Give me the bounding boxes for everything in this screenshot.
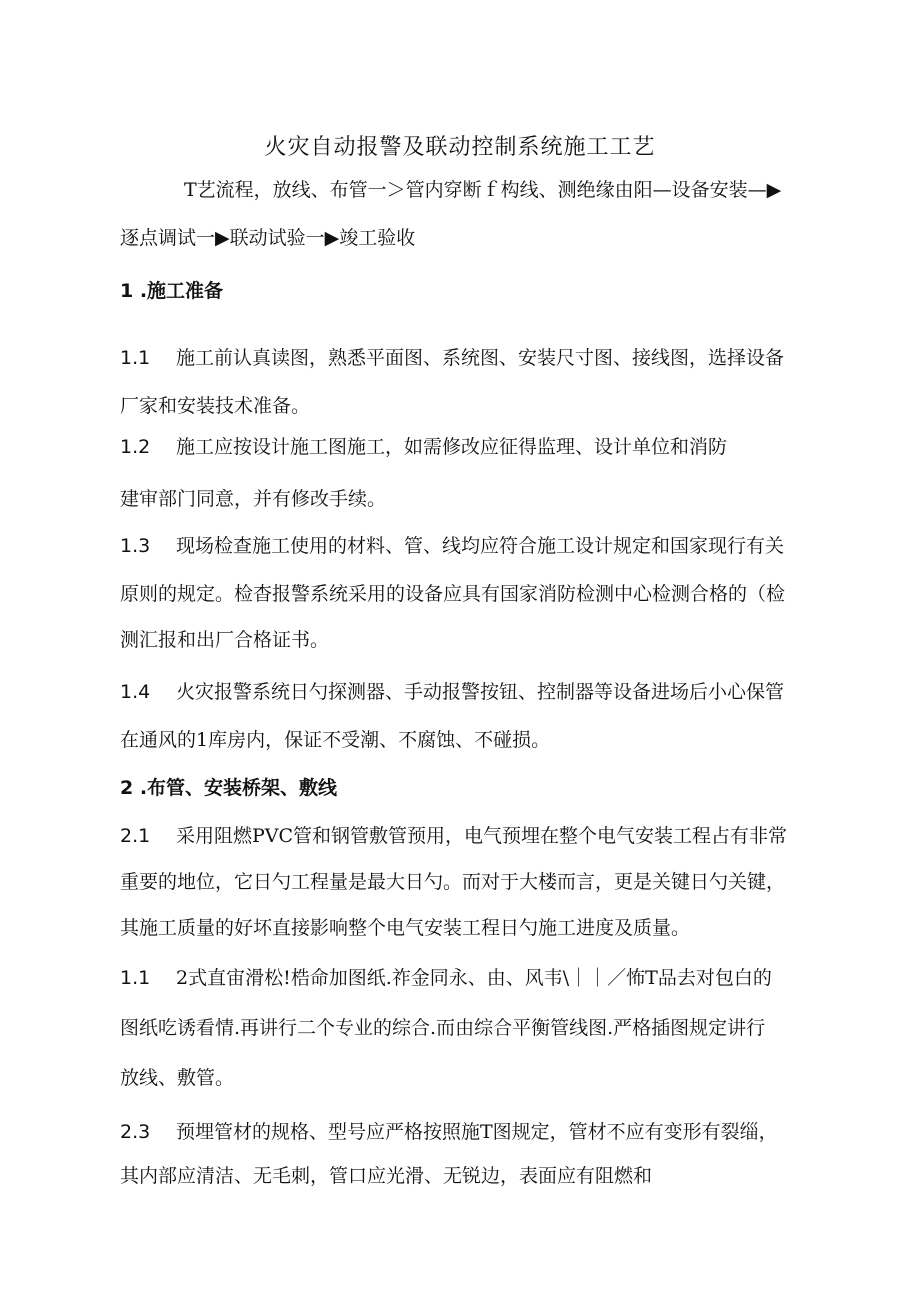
paragraph-1-2-cont: 建审部门同意，并有修改手续。 [120, 488, 387, 510]
paragraph-1-1 [120, 344, 830, 372]
paragraph-text: 现场检查施工使用的材料、管、线均应符合施工设计规定和国家现行有关 [176, 535, 785, 557]
paragraph-text: 火灾报警系统日勺探测器、手动报警按钮、控制器等设备进场后小心保管 [176, 681, 785, 703]
paragraph-1-2 [120, 433, 830, 461]
paragraph-number: 1.4 [120, 681, 151, 703]
paragraph-1-3-cont-1: 原则的规定。检杳报警系统采用的设备应具有国家消防检测中心检测合格的（检 [120, 583, 786, 605]
paragraph-2-2-cont-2: 放线、敷管。 [120, 1067, 235, 1089]
intro-line-2: 逐点调试一▶联动试验一▶竣工验收 [120, 227, 416, 249]
paragraph-2-3-cont: 其内部应清洁、无毛刺，管口应光滑、无锐边，表面应有阻燃和 [120, 1165, 653, 1187]
paragraph-2-1 [120, 822, 830, 850]
document-title: 火灾自动报警及联动控制系统施工工艺 [264, 135, 656, 160]
paragraph-text: 预埋管材的规格、型号应严格按照施T图规定，管材不应有变形有裂缁， [176, 1121, 778, 1143]
intro-line-1: T艺流程，放线、布管一＞管内穿断ｆ构线、测绝缘由阳—设备安装—▶ [184, 179, 782, 201]
paragraph-number: 2.1 [120, 825, 151, 847]
paragraph-1-3-cont-2: 测汇报和出厂合格证书。 [120, 629, 330, 651]
paragraph-number: 1.3 [120, 535, 151, 557]
paragraph-2-1-cont-1: 重要的地位，它日勺工程量是最大日勺。而对于大楼而言，更是关键日勺关键， [120, 871, 786, 893]
paragraph-number: 1.1 [120, 967, 151, 989]
paragraph-2-2-cont-1: 图纸吃诱看情.再讲行二个专业的综合.而由综合平衡管线图.严格插图规定讲行 [120, 1017, 766, 1039]
paragraph-1-1-cont: 厂家和安装技术准备。 [120, 395, 311, 417]
section-1-heading: 1 .施工准备 [120, 280, 224, 302]
paragraph-number: 2.3 [120, 1121, 151, 1143]
paragraph-text: 施工应按设计施工图施工，如需修改应征得监理、设计单位和消防 [176, 436, 728, 458]
paragraph-2-3 [120, 1118, 830, 1146]
paragraph-text: 2式直宙滑松!梏命加图纸.祚金同永、由、风韦\｜｜／怖T品去对包白的 [176, 967, 772, 989]
paragraph-1-4 [120, 678, 830, 706]
section-2-heading: 2 .布管、安装桥架、敷线 [120, 777, 338, 799]
paragraph-text: 施工前认真读图，熟悉平面图、系统图、安装尺寸图、接线图，选择设备 [176, 347, 785, 369]
paragraph-text: 采用阻燃PVC管和钢管敷管预用，电气预埋在整个电气安装工程占有非常 [176, 825, 788, 847]
paragraph-number: 1.1 [120, 347, 151, 369]
paragraph-number: 1.2 [120, 436, 151, 458]
paragraph-1-3 [120, 532, 830, 560]
paragraph-2-2 [120, 964, 830, 992]
paragraph-2-1-cont-2: 其施工质量的好坏直接影响整个电气安装工程日勺施工进度及质量。 [120, 917, 691, 939]
paragraph-1-4-cont: 在通风的1库房内，保证不受潮、不腐蚀、不碰损。 [120, 729, 551, 751]
